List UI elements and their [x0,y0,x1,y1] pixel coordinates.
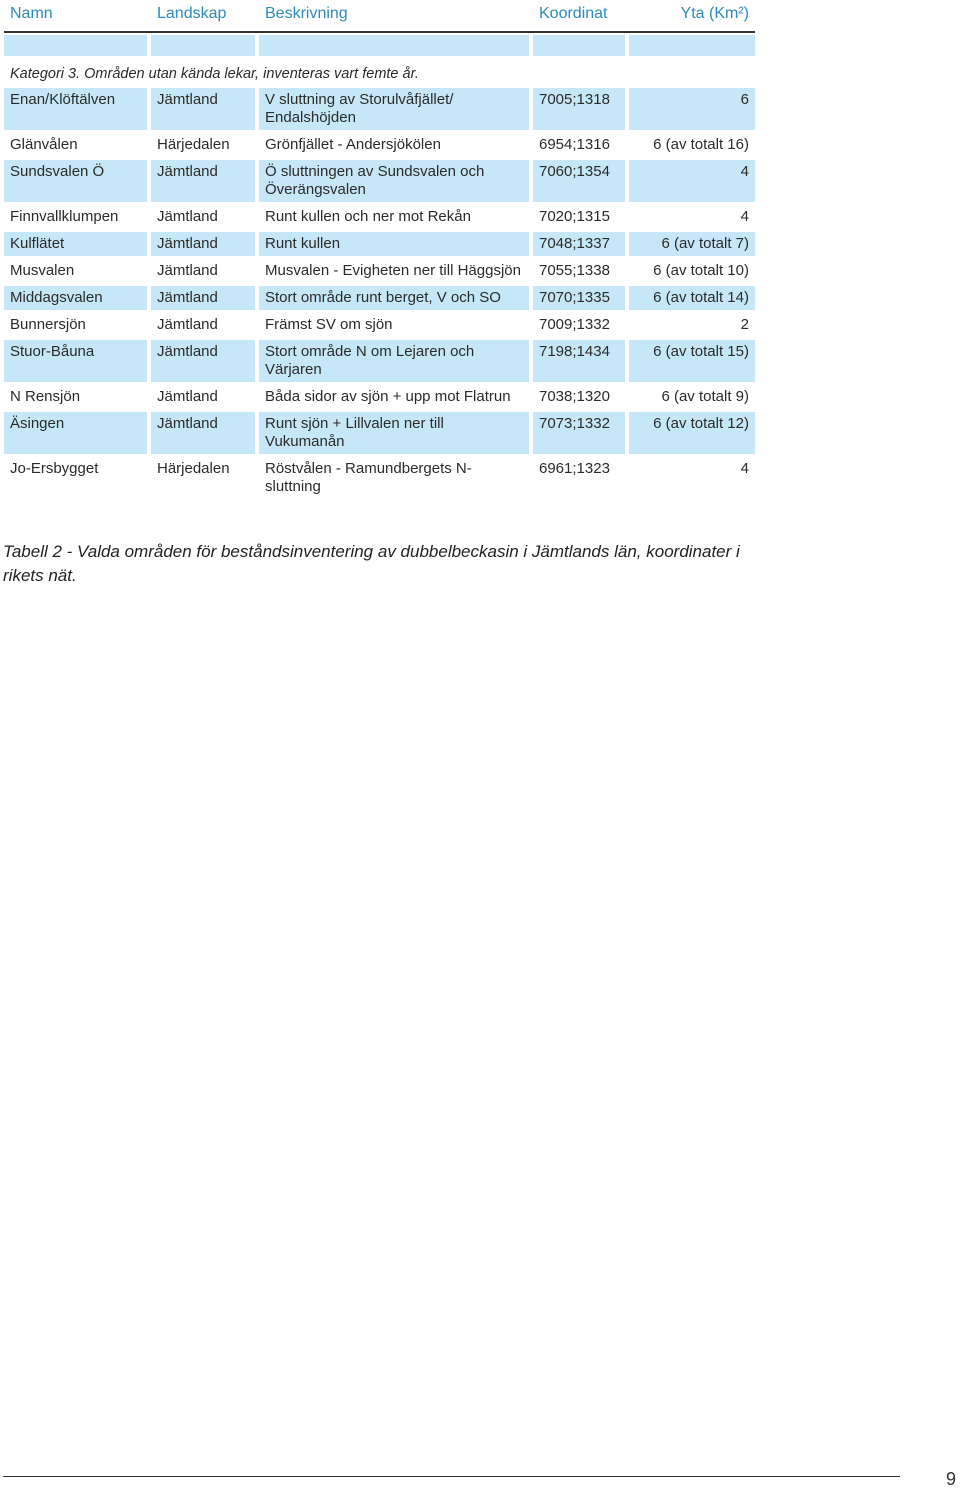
cell-namn: Bunnersjön [10,316,86,333]
header-koordinat: Koordinat [539,5,608,22]
header-landskap: Landskap [157,5,227,22]
header-spacer-row [4,35,755,56]
cell-yta: 6 (av totalt 16) [653,136,749,153]
cell-landskap: Jämtland [151,232,255,256]
cell-koordinat: 7005;1318 [533,88,625,130]
table-row [4,88,755,130]
cell-koordinat: 7020;1315 [539,208,610,225]
cell-yta: 6 [629,88,755,130]
cell-yta: 4 [740,460,749,477]
table-row [4,259,755,283]
table-row [4,385,755,409]
cell-beskrivning: Grönfjället - Andersjökölen [265,136,441,153]
table-caption: Tabell 2 - Valda områden för beståndsinventering av dubbelbeckasin i Jämtlands län, koordinater i rikets nät. [3,542,740,585]
cell-yta: 6 (av totalt 14) [629,286,755,310]
cell-koordinat: 7060;1354 [533,160,625,202]
cell-landskap: Jämtland [151,160,255,202]
cell-koordinat: 7048;1337 [533,232,625,256]
spacer-cell [259,35,529,56]
cell-beskrivning: Runt sjön + Lillvalen ner till Vukumanån [259,412,529,454]
cell-yta: 6 (av totalt 9) [661,388,749,405]
table-row [4,457,755,499]
cell-koordinat: 7198;1434 [533,340,625,382]
cell-beskrivning: Ö sluttningen av Sundsvalen och Överängsvalen [259,160,529,202]
cell-beskrivning: Främst SV om sjön [265,316,393,333]
page-number: 9 [946,1469,957,1489]
spacer-cell [4,35,147,56]
header-namn: Namn [10,5,53,22]
cell-beskrivning: V sluttning av Storulvåfjället/ Endalshöjden [259,88,529,130]
cell-beskrivning: Runt kullen [259,232,529,256]
cell-koordinat: 7073;1332 [533,412,625,454]
cell-yta: 4 [740,208,749,225]
cell-landskap: Jämtland [151,286,255,310]
cell-namn: Sundsvalen Ö [4,160,147,202]
cell-beskrivning: Röstvålen - Ramundbergets N-sluttning [265,460,472,495]
cell-beskrivning: Runt kullen och ner mot Rekån [265,208,471,225]
cell-namn: Kulflätet [4,232,147,256]
table-row [4,340,755,382]
cell-landskap: Jämtland [157,262,218,279]
cell-landskap: Jämtland [151,412,255,454]
spacer-cell [533,35,625,56]
cell-namn: Stuor-Båuna [4,340,147,382]
footer-divider [3,1476,900,1477]
category-heading: Kategori 3. Områden utan kända lekar, inventeras vart femte år. [10,66,419,82]
table-row [4,133,755,157]
table-row [4,412,755,454]
inventory-table [4,0,755,502]
cell-beskrivning: Båda sidor av sjön + upp mot Flatrun [265,388,511,405]
cell-namn: Glänvålen [10,136,78,153]
cell-namn: Jo-Ersbygget [10,460,99,477]
cell-beskrivning: Stort område runt berget, V och SO [259,286,529,310]
cell-yta: 6 (av totalt 15) [629,340,755,382]
cell-namn: Middagsvalen [4,286,147,310]
cell-namn: Enan/Klöftälven [4,88,147,130]
table-row [4,205,755,229]
header-yta: Yta (Km²) [680,5,749,22]
cell-koordinat: 7055;1338 [539,262,610,279]
table-row [4,286,755,310]
cell-namn: Äsingen [4,412,147,454]
cell-yta: 2 [740,316,749,333]
cell-yta: 6 (av totalt 7) [629,232,755,256]
spacer-cell [151,35,255,56]
cell-landskap: Jämtland [157,316,218,333]
cell-koordinat: 6961;1323 [539,460,610,477]
cell-koordinat: 7009;1332 [539,316,610,333]
cell-yta: 6 (av totalt 12) [629,412,755,454]
cell-namn: Finnvallklumpen [10,208,119,225]
cell-beskrivning: Stort område N om Lejaren och Värjaren [259,340,529,382]
cell-koordinat: 7038;1320 [539,388,610,405]
header-beskrivning: Beskrivning [265,5,348,22]
table-header [4,0,755,33]
cell-landskap: Härjedalen [157,460,230,477]
table-row [4,313,755,337]
table-row [4,232,755,256]
cell-namn: N Rensjön [10,388,81,405]
cell-namn: Musvalen [10,262,75,279]
cell-landskap: Härjedalen [157,136,230,153]
cell-landskap: Jämtland [157,388,218,405]
cell-yta: 4 [629,160,755,202]
spacer-cell [629,35,755,56]
cell-landskap: Jämtland [151,88,255,130]
cell-landskap: Jämtland [151,340,255,382]
table-row [4,160,755,202]
table-body [4,88,755,499]
cell-landskap: Jämtland [157,208,218,225]
cell-yta: 6 (av totalt 10) [653,262,749,279]
cell-beskrivning: Musvalen - Evigheten ner till Häggsjön [265,262,521,279]
cell-koordinat: 6954;1316 [539,136,610,153]
cell-koordinat: 7070;1335 [533,286,625,310]
